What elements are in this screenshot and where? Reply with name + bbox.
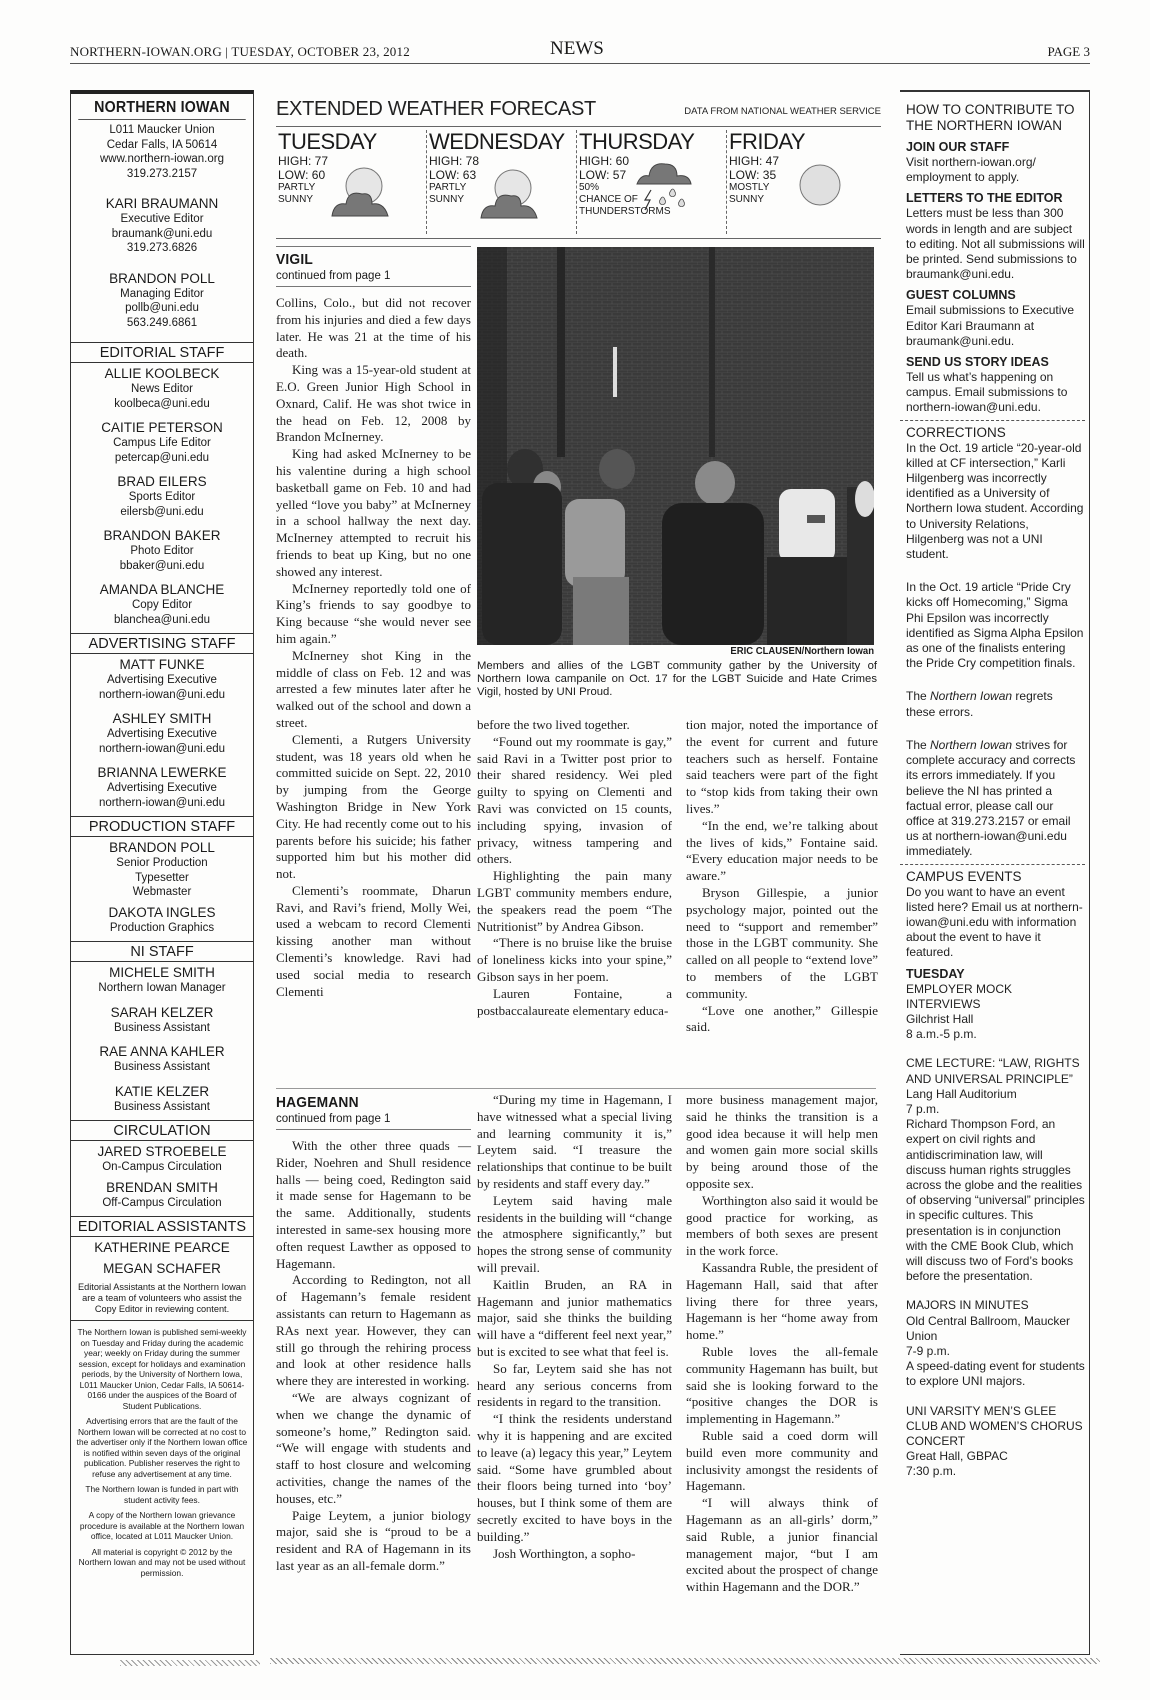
staff-section-title: EDITORIAL STAFF: [71, 342, 253, 363]
condition: PARTLY: [278, 182, 316, 193]
article-paragraph: Ruble loves the all-female community Hagemann has built, but said she is looking forward to the “positive changes the DOR is implementing in Hagemann.”: [686, 1343, 878, 1427]
staff-email[interactable]: northern-iowan@uni.edu: [98, 796, 226, 809]
staff-email[interactable]: blanchea@uni.edu: [113, 613, 211, 626]
page-number: PAGE 3: [1047, 44, 1090, 59]
staff-role: News Editor: [131, 383, 193, 395]
staff-entry: [71, 837, 253, 900]
right-sidebar: [900, 90, 1090, 1655]
correction-item: In the Oct. 19 article “Pride Cry kicks off Homecoming,” Sigma Phi Epsilon was incorrectly identified as Sigma Alpha Epsilon as one of the finalists entering the Pride Cry competition finals.: [906, 580, 1084, 671]
corrections-heading: CORRECTIONS: [906, 424, 1006, 440]
staff-section-title: PRODUCTION STAFF: [71, 816, 253, 837]
low-temp: LOW: 60: [278, 168, 326, 182]
staff-email[interactable]: petercap@uni.edu: [114, 451, 210, 464]
vigil-photo: [477, 247, 874, 645]
phone-number: 319.273.2157: [126, 167, 198, 180]
article-paragraph: Kassandra Ruble, the president of Hagemann Hall, said that after living there for three years, Hagemann is her “home away from home.”: [686, 1259, 878, 1343]
staff-name: DAKOTA INGLES: [108, 904, 216, 920]
staff-role: Webmaster: [132, 886, 192, 898]
condition: MOSTLY: [729, 182, 770, 193]
correction-item: In the Oct. 19 article “20-year-old killed at CF intersection,” Karli Hilgenberg was incorrectly identified as a University of Northern Iowa student. According to University Relations, Hilgenberg was not a UNI student.: [906, 440, 1084, 562]
staff-role: Production Graphics: [109, 921, 215, 934]
weather-title: EXTENDED WEATHER FORECAST: [276, 98, 596, 120]
article-paragraph: Kaitlin Bruden, an RA in Hagemann and junior mathematics major, said she thinks the building will have a “different feel next year,” but is excited to see what that feel is.: [477, 1276, 672, 1359]
contribute-text: Letters must be less than 300 words in length and are subject to editing. Not all submissions will be printed. Send submissions to braumank@uni.edu.: [906, 206, 1085, 282]
staff-name: ALLIE KOOLBECK: [104, 366, 220, 381]
day-name: THURSDAY: [579, 129, 695, 154]
article-paragraph: “Found out my roommate is gay,” said Ravi in a Twitter post prior to their shared residency. Wei pled guilty to spying on Clementi and Ravi was convicted on 15 counts, including spying, invasion of privacy, witness tampering and others.: [477, 733, 672, 867]
staff-entry: [71, 1237, 253, 1256]
address-line: Cedar Falls, IA 50614: [106, 138, 218, 151]
staff-entry: [71, 519, 253, 573]
staff-role: Copy Editor: [131, 599, 193, 611]
staff-name: KARI BRAUMANN: [105, 196, 219, 211]
hagemann-column-3: [686, 1092, 878, 1596]
staff-entry: [71, 1256, 253, 1277]
staff-entry: [71, 1175, 253, 1211]
article-paragraph: “Love one another,” Gillespie said.: [686, 1002, 878, 1035]
staff-entry: [71, 654, 253, 702]
weather-day-wednesday: [426, 130, 576, 234]
hagemann-header: [276, 1094, 471, 1130]
condition: 50%: [579, 182, 600, 193]
sun-icon: [795, 160, 845, 210]
staff-role: Sports Editor: [128, 491, 196, 503]
address-block: [71, 120, 253, 181]
article-paragraph: “There is no bruise like the bruise of loneliness kicks into your spine,” Gibson says in her poem.: [477, 935, 672, 984]
website-link[interactable]: www.northern-iowan.org: [99, 153, 224, 165]
article-paragraph: Collins, Colo., but did not recover from his injuries and died a few days later. He was 21 at the time of his death.: [276, 295, 471, 361]
events-list: [906, 982, 1085, 1480]
event-detail: Great Hall, GBPAC: [906, 1449, 1008, 1464]
event-detail: Lang Hall Auditorium: [906, 1086, 1017, 1101]
article-paragraph: So far, Leytem said she has not heard any serious concerns from residents in regard to the transition.: [477, 1360, 672, 1410]
contribute-text: Tell us what’s happening on campus. Email submissions to northern-iowan@uni.edu.: [906, 370, 1068, 415]
staff-name: MICHELE SMITH: [109, 965, 215, 980]
contribute-subheading: GUEST COLUMNS: [906, 288, 1016, 303]
thunderstorm-icon: [635, 158, 695, 218]
article-paragraph: McInerney reportedly told one of King’s friends to say goodbye to King because “she would never see him again.”: [276, 580, 471, 646]
staff-entry: [71, 465, 253, 519]
assistants-note: Editorial Assistants at the Northern Iowan are a team of volunteers who assist the Copy Editor in reviewing content.: [77, 1282, 246, 1314]
staff-name: BRENDAN SMITH: [106, 1179, 218, 1195]
staff-role: Campus Life Editor: [113, 437, 211, 449]
hagemann-kicker: HAGEMANN: [276, 1094, 359, 1111]
staff-section-title: CIRCULATION: [71, 1120, 253, 1141]
low-temp: LOW: 35: [729, 168, 777, 182]
low-temp: LOW: 57: [579, 168, 627, 182]
staff-role: Advertising Executive: [107, 782, 217, 794]
article-paragraph: Bryson Gillespie, a junior psychology major, pointed out the need to “support and remember” those in the LGBT community. She called on all people to “extend love” to members of the LGBT community.: [686, 884, 878, 1001]
article-paragraph: With the other three quads — Rider, Noehren and Shull residence halls — being coed, Redington said it made sense for Hagemann to be the same. Additionally, students interested in same-sex housing more often request Lawther as opposed to Hagemann.: [276, 1138, 471, 1271]
condition: SUNNY: [429, 194, 465, 205]
low-temp: LOW: 63: [429, 168, 477, 182]
article-paragraph: tion major, noted the importance of the event for current and future teachers such as herself. Fontaine said teachers were part of the fight to “stop kids from taking their own lives.”: [686, 717, 878, 816]
staff-email[interactable]: northern-iowan@uni.edu: [98, 688, 226, 701]
day-name: WEDNESDAY: [429, 129, 565, 154]
high-temp: HIGH: 47: [729, 154, 780, 168]
partly-sunny-icon: [328, 162, 390, 218]
article-paragraph: before the two lived together.: [477, 717, 630, 732]
contribute-heading: HOW TO CONTRIBUTE TO THE NORTHERN IOWAN: [906, 102, 1075, 133]
staff-role: Managing Editor: [120, 287, 204, 300]
event-detail: 7:30 p.m.: [906, 1464, 957, 1479]
accuracy-note: The Northern Iowan strives for complete accuracy and corrects its errors immediately. If you believe the NI has printed a factual error, please call our office at 319.273.2157 or email us at northern-iowan@uni.edu immediately.: [906, 737, 1076, 859]
staff-sections: [71, 342, 253, 1277]
event-name: EMPLOYER MOCK INTERVIEWS: [906, 981, 1013, 1011]
staff-email[interactable]: bbaker@uni.edu: [119, 559, 205, 572]
event-item: [906, 1056, 1085, 1284]
staff-email[interactable]: koolbeca@uni.edu: [114, 397, 210, 410]
staff-entry: [71, 411, 253, 465]
event-detail: Old Central Ballroom, Maucker Union: [906, 1313, 1071, 1343]
contribute-subheading: JOIN OUR STAFF: [906, 140, 1010, 154]
staff-role: Advertising Executive: [107, 728, 217, 740]
event-detail: Richard Thompson Ford, an expert on civil rights and antidiscrimination law, will discuss human rights struggles across the globe and the realities of observing “universal” principles in specific cultures. This presentation is in conjunction with the CME Book Club, which will discuss two of Ford’s books before the presentation.: [906, 1117, 1085, 1284]
legal-paragraph: All material is copyright © 2012 by the Northern Iowan and may not be used without permission.: [78, 1546, 246, 1578]
vigil-kicker: VIGIL: [276, 251, 313, 268]
staff-phone: 319.273.6826: [126, 242, 198, 254]
hagemann-column-2: [477, 1092, 672, 1562]
staff-section-title: ADVERTISING STAFF: [71, 633, 253, 654]
staff-name: MATT FUNKE: [119, 657, 205, 672]
legal-paragraph: The Northern Iowan is published semi-weekly on Tuesday and Friday during the academic year; weekly on Friday during the summer session, except for holidays and examination periods, by the University of Northern Iowa, L011 Maucker Union, Cedar Falls, IA 50614-0166 under the auspices of the Board of Student Publications.: [77, 1327, 247, 1411]
event-name: CME LECTURE: “LAW, RIGHTS AND UNIVERSAL PRINCIPLE”: [906, 1056, 1080, 1086]
staff-entry: [71, 1075, 253, 1115]
staff-name: BRAD EILERS: [117, 474, 207, 489]
day-name: FRIDAY: [729, 129, 806, 154]
staff-entry: [71, 1035, 253, 1075]
event-name: MAJORS IN MINUTES: [906, 1298, 1029, 1313]
contribute-subheading: LETTERS TO THE EDITOR: [906, 191, 1063, 206]
contribute-subheading: SEND US STORY IDEAS: [906, 355, 1049, 370]
publication-name: NORTHERN IOWAN: [78, 94, 245, 120]
staff-section-title: NI STAFF: [71, 941, 253, 962]
article-paragraph: Highlighting the pain many LGBT community members endure, the speakers read the poem “The Nutritionist” by Andrea Gibson.: [477, 868, 672, 934]
staff-role: Advertising Executive: [107, 674, 217, 686]
events-heading: CAMPUS EVENTS: [906, 868, 1022, 884]
legal-paragraph: The Northern Iowan is funded in part with student activity fees.: [85, 1484, 239, 1505]
event-item: [906, 982, 1085, 1043]
event-detail: 8 a.m.-5 p.m.: [906, 1027, 977, 1042]
site-date-line: NORTHERN-IOWAN.ORG | TUESDAY, OCTOBER 23, 2012: [70, 44, 410, 59]
staff-name: CAITIE PETERSON: [101, 420, 223, 435]
legal-notices: [71, 1320, 253, 1578]
staff-role: Senior Production: [116, 857, 208, 869]
staff-entry: [71, 962, 253, 996]
condition: THUNDERSTORMS: [579, 206, 671, 217]
vigil-column-1: [276, 295, 471, 1000]
legal-paragraph: Advertising errors that are the fault of the Northern Iowan will be corrected at no cost to the advertiser only if the Northern Iowan office is notified within seven days of the original publication. Publisher reserves the right to refuse any advertisement at any time.: [76, 1416, 248, 1479]
event-detail: 7-9 p.m.: [906, 1344, 951, 1358]
partly-sunny-icon: [477, 164, 539, 220]
article-paragraph: more business management major, said he thinks the transition is a good idea because it will help men and women gain more social skills by being around those of the opposite sex.: [686, 1092, 878, 1191]
article-paragraph: “We are always cognizant of when we change the dynamic of someone’s home,” Redington said. “We will engage with students and staff to host closure and welcoming activities, change the names of the houses, etc.”: [276, 1389, 471, 1506]
article-paragraph: King had asked McInerney to be his valentine during a high school basketball game on Feb. 10 and had yelled “love you baby” at McInerney in a school hallway the next day. McInerney attempted to recruit his friends to beat up King, but no one showed any interest.: [276, 446, 471, 579]
bottom-border: [270, 1658, 1100, 1664]
staff-role: Executive Editor: [120, 213, 204, 225]
staff-entry: [71, 996, 253, 1036]
staff-name: BRANDON BAKER: [103, 528, 221, 543]
page-header: [70, 38, 1090, 64]
contribute-text: Visit northern-iowan.org/ employment to apply.: [906, 155, 1036, 185]
staff-entry: [71, 193, 253, 256]
staff-box: [70, 90, 254, 1655]
article-paragraph: Lauren Fontaine, a postbaccalaureate elementary educa-: [477, 985, 672, 1018]
staff-entry: [71, 268, 253, 331]
contribute-text: Email submissions to Executive Editor Kari Braumann at braumank@uni.edu.: [906, 303, 1075, 348]
condition: SUNNY: [729, 194, 765, 205]
staff-name: ASHLEY SMITH: [112, 711, 212, 726]
staff-role: On-Campus Circulation: [102, 1161, 222, 1173]
staff-role: Business Assistant: [114, 1100, 210, 1113]
staff-name: BRIANNA LEWERKE: [97, 765, 227, 780]
high-temp: HIGH: 60: [579, 154, 630, 168]
staff-name: AMANDA BLANCHE: [99, 582, 225, 597]
event-detail: Gilchrist Hall: [906, 1011, 974, 1026]
corrections-list: [906, 441, 1085, 690]
event-item: [906, 1298, 1085, 1389]
article-paragraph: King was a 15-year-old student at E.O. Green Junior High School in Oxnard, Calif. He was shot twice in the head on Feb. 12, 2008 by Brandon McInerney.: [276, 362, 471, 445]
contribute-list: [906, 140, 1085, 416]
staff-role: Northern Iowan Manager: [98, 982, 226, 994]
article-paragraph: Worthington also said it would be good practice for working, as members of both sexes are present in the work force.: [686, 1192, 878, 1259]
weather-forecast: [276, 98, 881, 240]
weather-source: DATA FROM NATIONAL WEATHER SERVICE: [684, 106, 881, 117]
weather-day-friday: [726, 130, 876, 234]
article-paragraph: Clementi, a Rutgers University student, was 18 years old when he committed suicide on Sept. 22, 2010 by jumping from the George Washington Bridge in New York City. He had recently come out to his parents before his suicide; his father supported him but his mother did not.: [276, 731, 471, 882]
high-temp: HIGH: 77: [278, 154, 329, 168]
staff-name: SARAH KELZER: [110, 1004, 214, 1020]
staff-name: BRANDON POLL: [109, 840, 215, 855]
staff-entry: [71, 900, 253, 936]
article-paragraph: Josh Worthington, a sopho-: [493, 1545, 636, 1561]
continued-from: continued from page 1: [276, 268, 471, 287]
condition: PARTLY: [429, 182, 467, 193]
article-paragraph: “During my time in Hagemann, I have witnessed what a special living and learning community it is,” Leytem said. “I treasure the relationships that continue to be built by residents and staff every day.”: [477, 1092, 672, 1191]
article-paragraph: McInerney shot King in the middle of class on Feb. 12 and was arrested a few minutes later after he walked out of the school and down a street.: [276, 647, 471, 730]
staff-role: Business Assistant: [114, 1061, 210, 1073]
condition: SUNNY: [278, 194, 314, 205]
event-name: UNI VARSITY MEN’S GLEE CLUB AND WOMEN’S CHORUS CONCERT: [906, 1403, 1083, 1449]
address-line: L011 Maucker Union: [109, 124, 215, 136]
staff-name: KATIE KELZER: [114, 1083, 210, 1099]
article-paragraph: Leytem said having male residents in the building will “change the atmosphere significantly,” but hopes the strong sense of community will prevail.: [477, 1192, 672, 1275]
staff-email[interactable]: northern-iowan@uni.edu: [98, 742, 226, 755]
day-name: TUESDAY: [278, 129, 377, 154]
staff-name: RAE ANNA KAHLER: [99, 1044, 225, 1059]
staff-role: Photo Editor: [130, 545, 194, 557]
staff-name: BRANDON POLL: [109, 270, 215, 286]
article-paragraph: Clementi’s roommate, Dharun Ravi, and Ravi’s friend, Molly Wei, used a webcam to record Clementi kissing another man without Clementi’s knowledge. Ravi had used social media to research Clementi: [276, 882, 471, 999]
photo-caption: Members and allies of the LGBT community gather by the University of Northern Iowa campanile on Oct. 17 for the LGBT Suicide and Hate Crimes Vigil, hosted by UNI Proud.: [477, 660, 877, 699]
article-paragraph: “I will always think of Hagemann as an all-girls’ dorm,” said Ruble, a junior financial management major, “but I am excited about the prospect of change within Hagemann and the DOR.”: [686, 1495, 878, 1595]
vigil-column-2: [477, 717, 672, 1019]
staff-phone: 563.249.6861: [126, 316, 198, 329]
event-detail: A speed-dating event for students to explore UNI majors.: [906, 1359, 1085, 1389]
event-detail: 7 p.m.: [906, 1101, 940, 1116]
events-day: TUESDAY: [906, 966, 965, 981]
staff-email[interactable]: pollb@uni.edu: [125, 302, 199, 314]
condition: CHANCE OF: [579, 194, 638, 205]
high-temp: HIGH: 78: [429, 154, 480, 168]
event-item: [906, 1404, 1085, 1480]
staff-name: KATHERINE PEARCE: [94, 1240, 230, 1255]
staff-entry: [71, 756, 253, 810]
staff-email[interactable]: braumank@uni.edu: [111, 227, 213, 240]
bottom-border: [120, 1660, 260, 1666]
staff-section-title: EDITORIAL ASSISTANTS: [71, 1216, 253, 1237]
staff-role: Typesetter: [135, 871, 189, 884]
photo-credit: ERIC CLAUSEN/Northern Iowan: [730, 646, 874, 657]
staff-entry: [71, 702, 253, 756]
staff-entry: [71, 363, 253, 411]
staff-email[interactable]: eilersb@uni.edu: [120, 505, 204, 518]
hagemann-column-1: [276, 1138, 471, 1575]
legal-paragraph: A copy of the Northern Iowan grievance procedure is available at the Northern Iowan office, located at L011 Maucker Union.: [79, 1510, 245, 1541]
article-paragraph: “I think the residents understand why it is happening and are excited to leave (a) legacy this year,” Leytem said. “Some have grumbled about their floors being turned into ‘boy’ houses, but I think some of them are secretly excited to have boys in the building.”: [477, 1411, 672, 1544]
article-paragraph: “In the end, we’re talking about the lives of kids,” Fontaine said. “Every education major needs to be aware.”: [686, 817, 878, 884]
section-title: NEWS: [550, 38, 604, 59]
staff-role: Business Assistant: [114, 1021, 210, 1034]
weather-day-thursday: [576, 130, 726, 234]
article-paragraph: According to Redington, not all of Hagemann’s female resident assistants can return to Hagemann as RAs next year. However, they can still go through the rehiring process and look at other residence halls where they are interested in working.: [276, 1272, 471, 1389]
article-paragraph: Paige Leytem, a junior biology major, said she is “proud to be a resident and RA of Hagemann in its last year as an all-female dorm.”: [276, 1507, 471, 1573]
article-paragraph: Ruble said a coed dorm will build even more community and inclusivity amongst the residents of Hagemann.: [686, 1427, 878, 1494]
staff-entry: [71, 573, 253, 627]
photo-vigil-crowd: [477, 247, 874, 645]
weather-day-tuesday: [276, 130, 426, 234]
staff-name: JARED STROEBELE: [97, 1144, 227, 1159]
staff-entry: [71, 1141, 253, 1175]
vigil-column-3: [686, 717, 878, 1036]
continued-from: continued from page 1: [276, 1111, 471, 1130]
regrets-note: The Northern Iowan regrets these errors.: [906, 689, 1053, 719]
events-intro: Do you want to have an event listed here? Email us at northern-iowan@uni.edu with information about the event to have it featured.: [906, 884, 1083, 960]
staff-role: Off-Campus Circulation: [102, 1196, 222, 1209]
staff-name: MEGAN SCHAFER: [103, 1261, 221, 1276]
vigil-header: [276, 246, 471, 287]
